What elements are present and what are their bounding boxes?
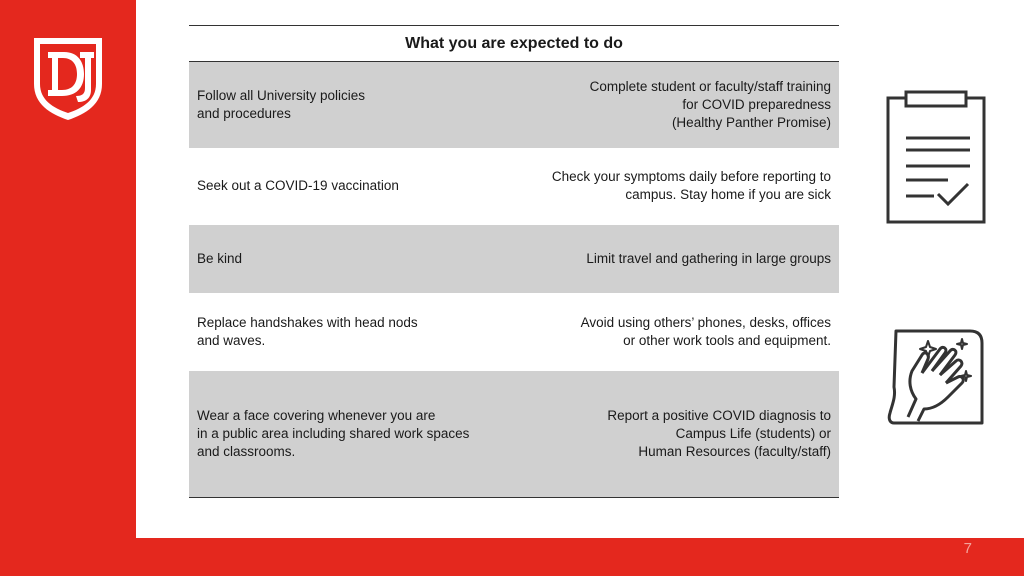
row-left-cell: Wear a face covering whenever you are in a public area including shared work spaces and classrooms.	[189, 371, 510, 498]
row-left-cell: Be kind	[189, 225, 510, 293]
table-row	[189, 225, 839, 293]
university-logo	[28, 34, 108, 122]
row-right-cell: Limit travel and gathering in large groups	[510, 225, 839, 293]
row-left-cell: Follow all University policies and procedures	[189, 62, 510, 148]
page-number: 7	[963, 540, 972, 557]
row-right-cell: Avoid using others’ phones, desks, offices or other work tools and equipment.	[510, 293, 839, 371]
row-right-cell: Check your symptoms daily before reporting to campus. Stay home if you are sick	[510, 148, 839, 225]
table-row	[189, 293, 839, 371]
row-right-cell: Report a positive COVID diagnosis to Campus Life (students) or Human Resources (faculty/staff)	[510, 371, 839, 498]
cleaning-glove-icon	[882, 325, 990, 433]
bottom-brand-bar	[0, 538, 1024, 576]
table-row	[189, 62, 839, 148]
table-header: What you are expected to do	[189, 26, 839, 62]
row-left-cell: Replace handshakes with head nods and waves.	[189, 293, 510, 371]
expectations-table	[189, 25, 839, 498]
table-row	[189, 148, 839, 225]
clipboard-check-icon	[882, 90, 990, 226]
table-row	[189, 371, 839, 498]
row-right-cell: Complete student or faculty/staff training for COVID preparedness (Healthy Panther Promise)	[510, 62, 839, 148]
row-left-cell: Seek out a COVID-19 vaccination	[189, 148, 510, 225]
